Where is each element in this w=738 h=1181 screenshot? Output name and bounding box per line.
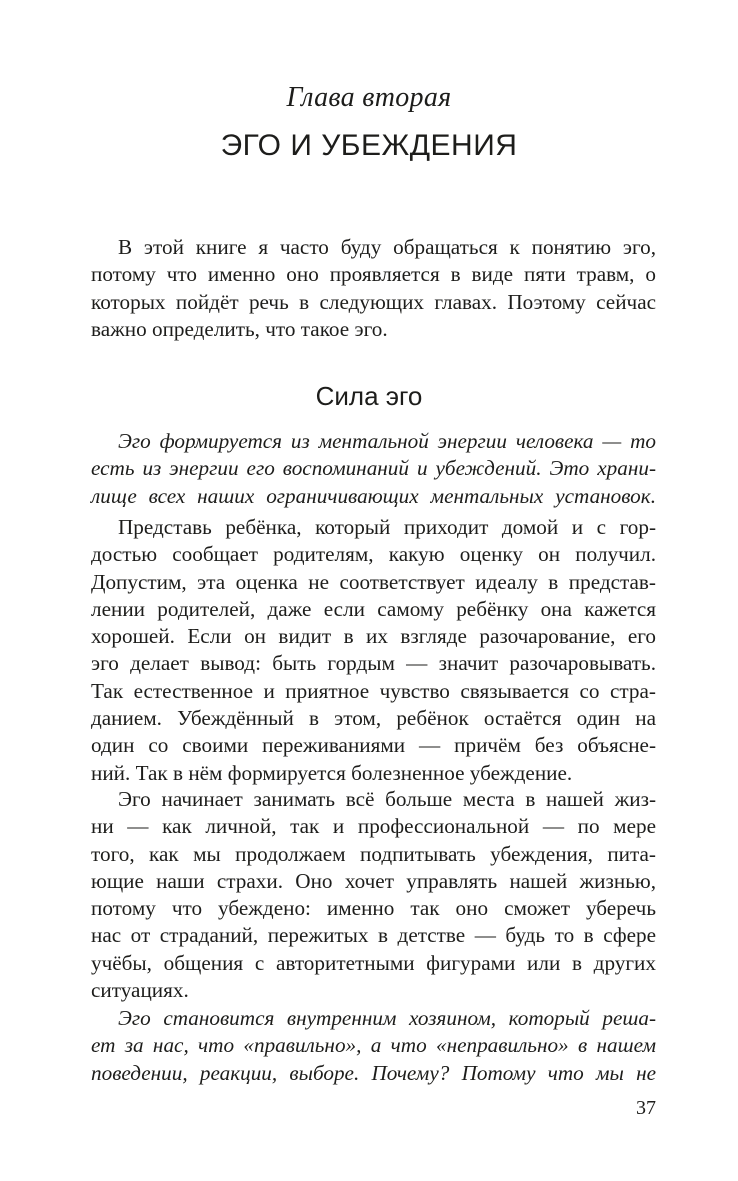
text-line: Эго становится внутренним хозяином, который реша- xyxy=(118,1006,656,1030)
section-title: Сила эго xyxy=(315,381,423,411)
text-line: которых пойдёт речь в следующих главах. Поэтому сейчас xyxy=(91,289,656,314)
text-line: поведении, реакции, выборе. Почему? Потому что мы не xyxy=(91,1060,656,1085)
text-line: Допустим, эта оценка не соответствует идеалу в представ- xyxy=(91,569,656,594)
text-line: лище всех наших ограничивающих ментальных установок. xyxy=(91,483,656,508)
paragraph-2 xyxy=(91,514,656,787)
chapter-label: Глава вторая xyxy=(286,82,452,113)
text-line: есть из энергии его воспоминаний и убеждений. Это храни- xyxy=(91,456,656,481)
text-line: один со своими переживаниями — причём без объясне- xyxy=(91,733,656,758)
text-line: эго делает вывод: быть гордым — значит разочаровывать. xyxy=(91,651,656,676)
text-line: лении родителей, даже если самому ребёнку она кажется xyxy=(91,596,656,621)
text-line: потому что именно оно проявляется в виде пяти травм, о xyxy=(91,262,656,287)
text-line: ющие наши страхи. Оно хочет управлять нашей жизнью, xyxy=(91,868,656,893)
text-line: ет за нас, что «правильно», а что «неправильно» в нашем xyxy=(91,1033,656,1058)
text-line: Представь ребёнка, который приходит домой и с гор- xyxy=(118,515,656,539)
text-line: ни — как личной, так и профессиональной — по мере xyxy=(91,814,656,839)
text-line: того, как мы продолжаем подпитывать убеждения, пита- xyxy=(91,841,656,866)
text-line: Так естественное и приятное чувство связывается со стра- xyxy=(91,678,656,703)
page-number: 37 xyxy=(636,1097,656,1119)
paragraph-3 xyxy=(91,786,656,1004)
text-line: ний. Так в нём формируется болезненное убеждение. xyxy=(91,760,573,785)
text-line: хорошей. Если он видит в их взгляде разочарование, его xyxy=(91,624,656,649)
intro-paragraph xyxy=(91,234,656,343)
chapter-title: ЭГО И УБЕЖДЕНИЯ xyxy=(220,129,518,162)
text-line: потому что убеждено: именно так оно сможет уберечь xyxy=(91,896,656,921)
text-line: нас от страданий, пережитых в детстве — будь то в сфере xyxy=(91,923,656,948)
text-line: достью сообщает родителям, какую оценку он получил. xyxy=(91,542,656,567)
text-line: важно определить, что такое эго. xyxy=(91,316,388,341)
text-line: Эго формируется из ментальной энергии человека — то xyxy=(118,429,656,453)
text-line: Эго начинает занимать всё больше места в нашей жиз- xyxy=(118,787,656,811)
text-line: учёбы, общения с авторитетными фигурами или в других xyxy=(91,950,656,975)
text-line: ситуациях. xyxy=(91,978,189,1003)
text-line: В этой книге я часто буду обращаться к понятию эго, xyxy=(118,235,656,259)
text-line: данием. Убеждённый в этом, ребёнок остаётся один на xyxy=(91,706,656,731)
paragraph-italic-1 xyxy=(91,428,656,510)
paragraph-italic-4 xyxy=(91,1005,656,1087)
